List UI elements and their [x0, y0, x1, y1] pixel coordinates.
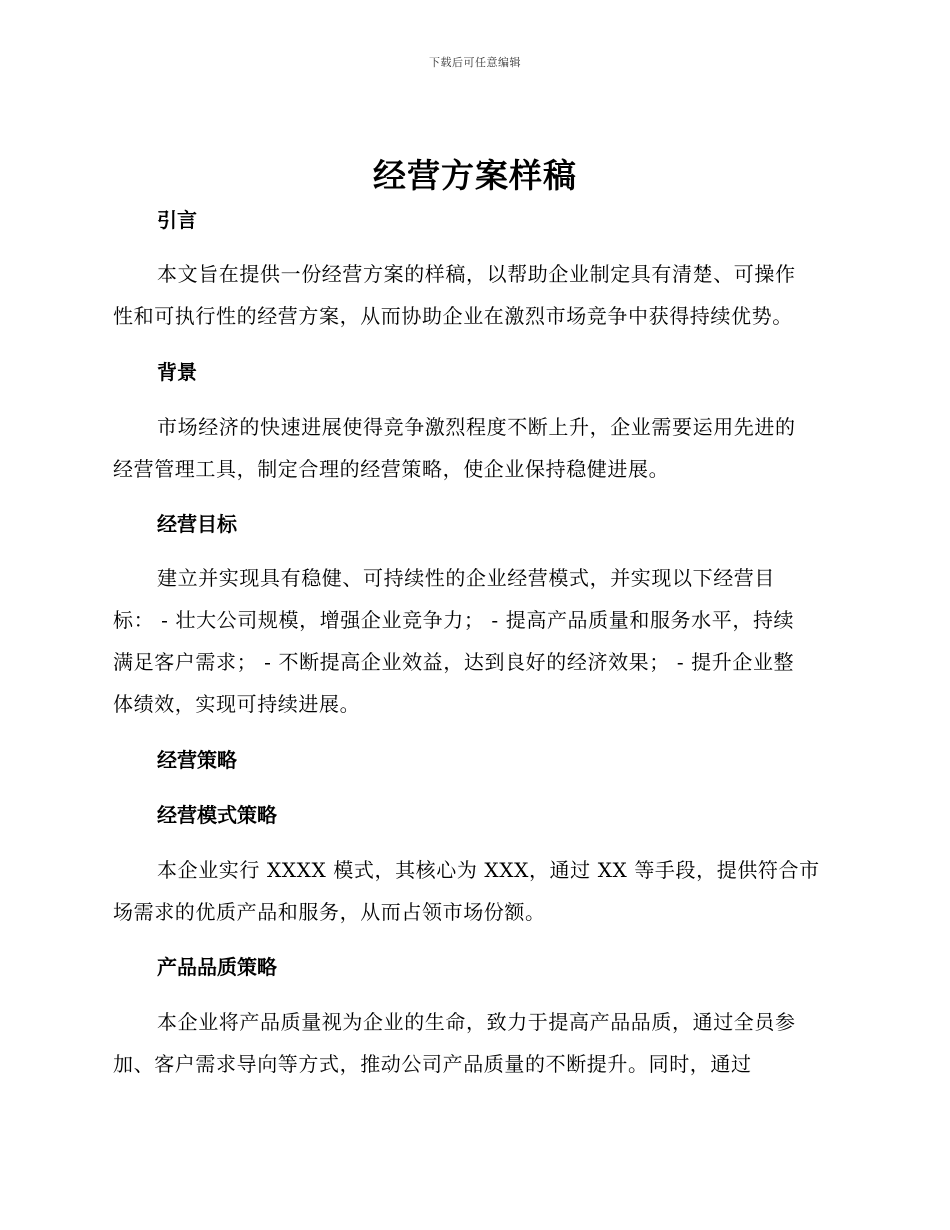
section-paragraph-background [113, 406, 837, 490]
section-paragraph-business-goals [113, 557, 837, 725]
paragraph-line: 加、客户需求导向等方式，推动公司产品质量的不断提升。同时，通过 [113, 1052, 752, 1076]
paragraph-line: 本文旨在提供一份经营方案的样稿，以帮助企业制定具有清楚、可操作 [157, 262, 796, 286]
paragraph-line: 本企业实行 XXXX 模式，其核心为 XXX，通过 XX 等手段，提供符合市 [157, 858, 820, 882]
paragraph-line: 标： - 壮大公司规模，增强企业竞争力； - 提高产品质量和服务水平，持续 [113, 608, 795, 632]
section-heading-introduction: 引言 [157, 208, 197, 232]
paragraph-line: 建立并实现具有稳健、可持续性的企业经营模式，并实现以下经营目 [157, 566, 775, 590]
section-heading-business-goals: 经营目标 [157, 512, 237, 536]
section-paragraph-introduction [113, 253, 837, 337]
section-heading-background: 背景 [157, 360, 197, 384]
paragraph-line: 场需求的优质产品和服务，从而占领市场份额。 [113, 900, 546, 924]
header-note: 下载后可任意编辑 [429, 56, 521, 69]
paragraph-line: 满足客户需求； - 不断提高企业效益，达到良好的经济效果； - 提升企业整 [113, 650, 795, 674]
paragraph-line: 体绩效，实现可持续进展。 [113, 692, 361, 716]
document-title: 经营方案样稿 [373, 156, 577, 195]
paragraph-line: 本企业将产品质量视为企业的生命，致力于提高产品品质，通过全员参 [157, 1010, 796, 1034]
paragraph-line: 市场经济的快速进展使得竞争激烈程度不断上升，企业需要运用先进的 [157, 415, 796, 439]
section-heading-business-strategy: 经营策略 [157, 748, 237, 772]
section-paragraph-business-model-strategy [113, 849, 837, 933]
section-heading-business-model-strategy: 经营模式策略 [157, 803, 277, 827]
section-paragraph-product-quality-strategy [113, 1001, 837, 1085]
section-heading-product-quality-strategy: 产品品质策略 [157, 955, 277, 979]
paragraph-line: 性和可执行性的经营方案，从而协助企业在激烈市场竞争中获得持续优势。 [113, 304, 793, 328]
paragraph-line: 经营管理工具，制定合理的经营策略，使企业保持稳健进展。 [113, 457, 670, 481]
